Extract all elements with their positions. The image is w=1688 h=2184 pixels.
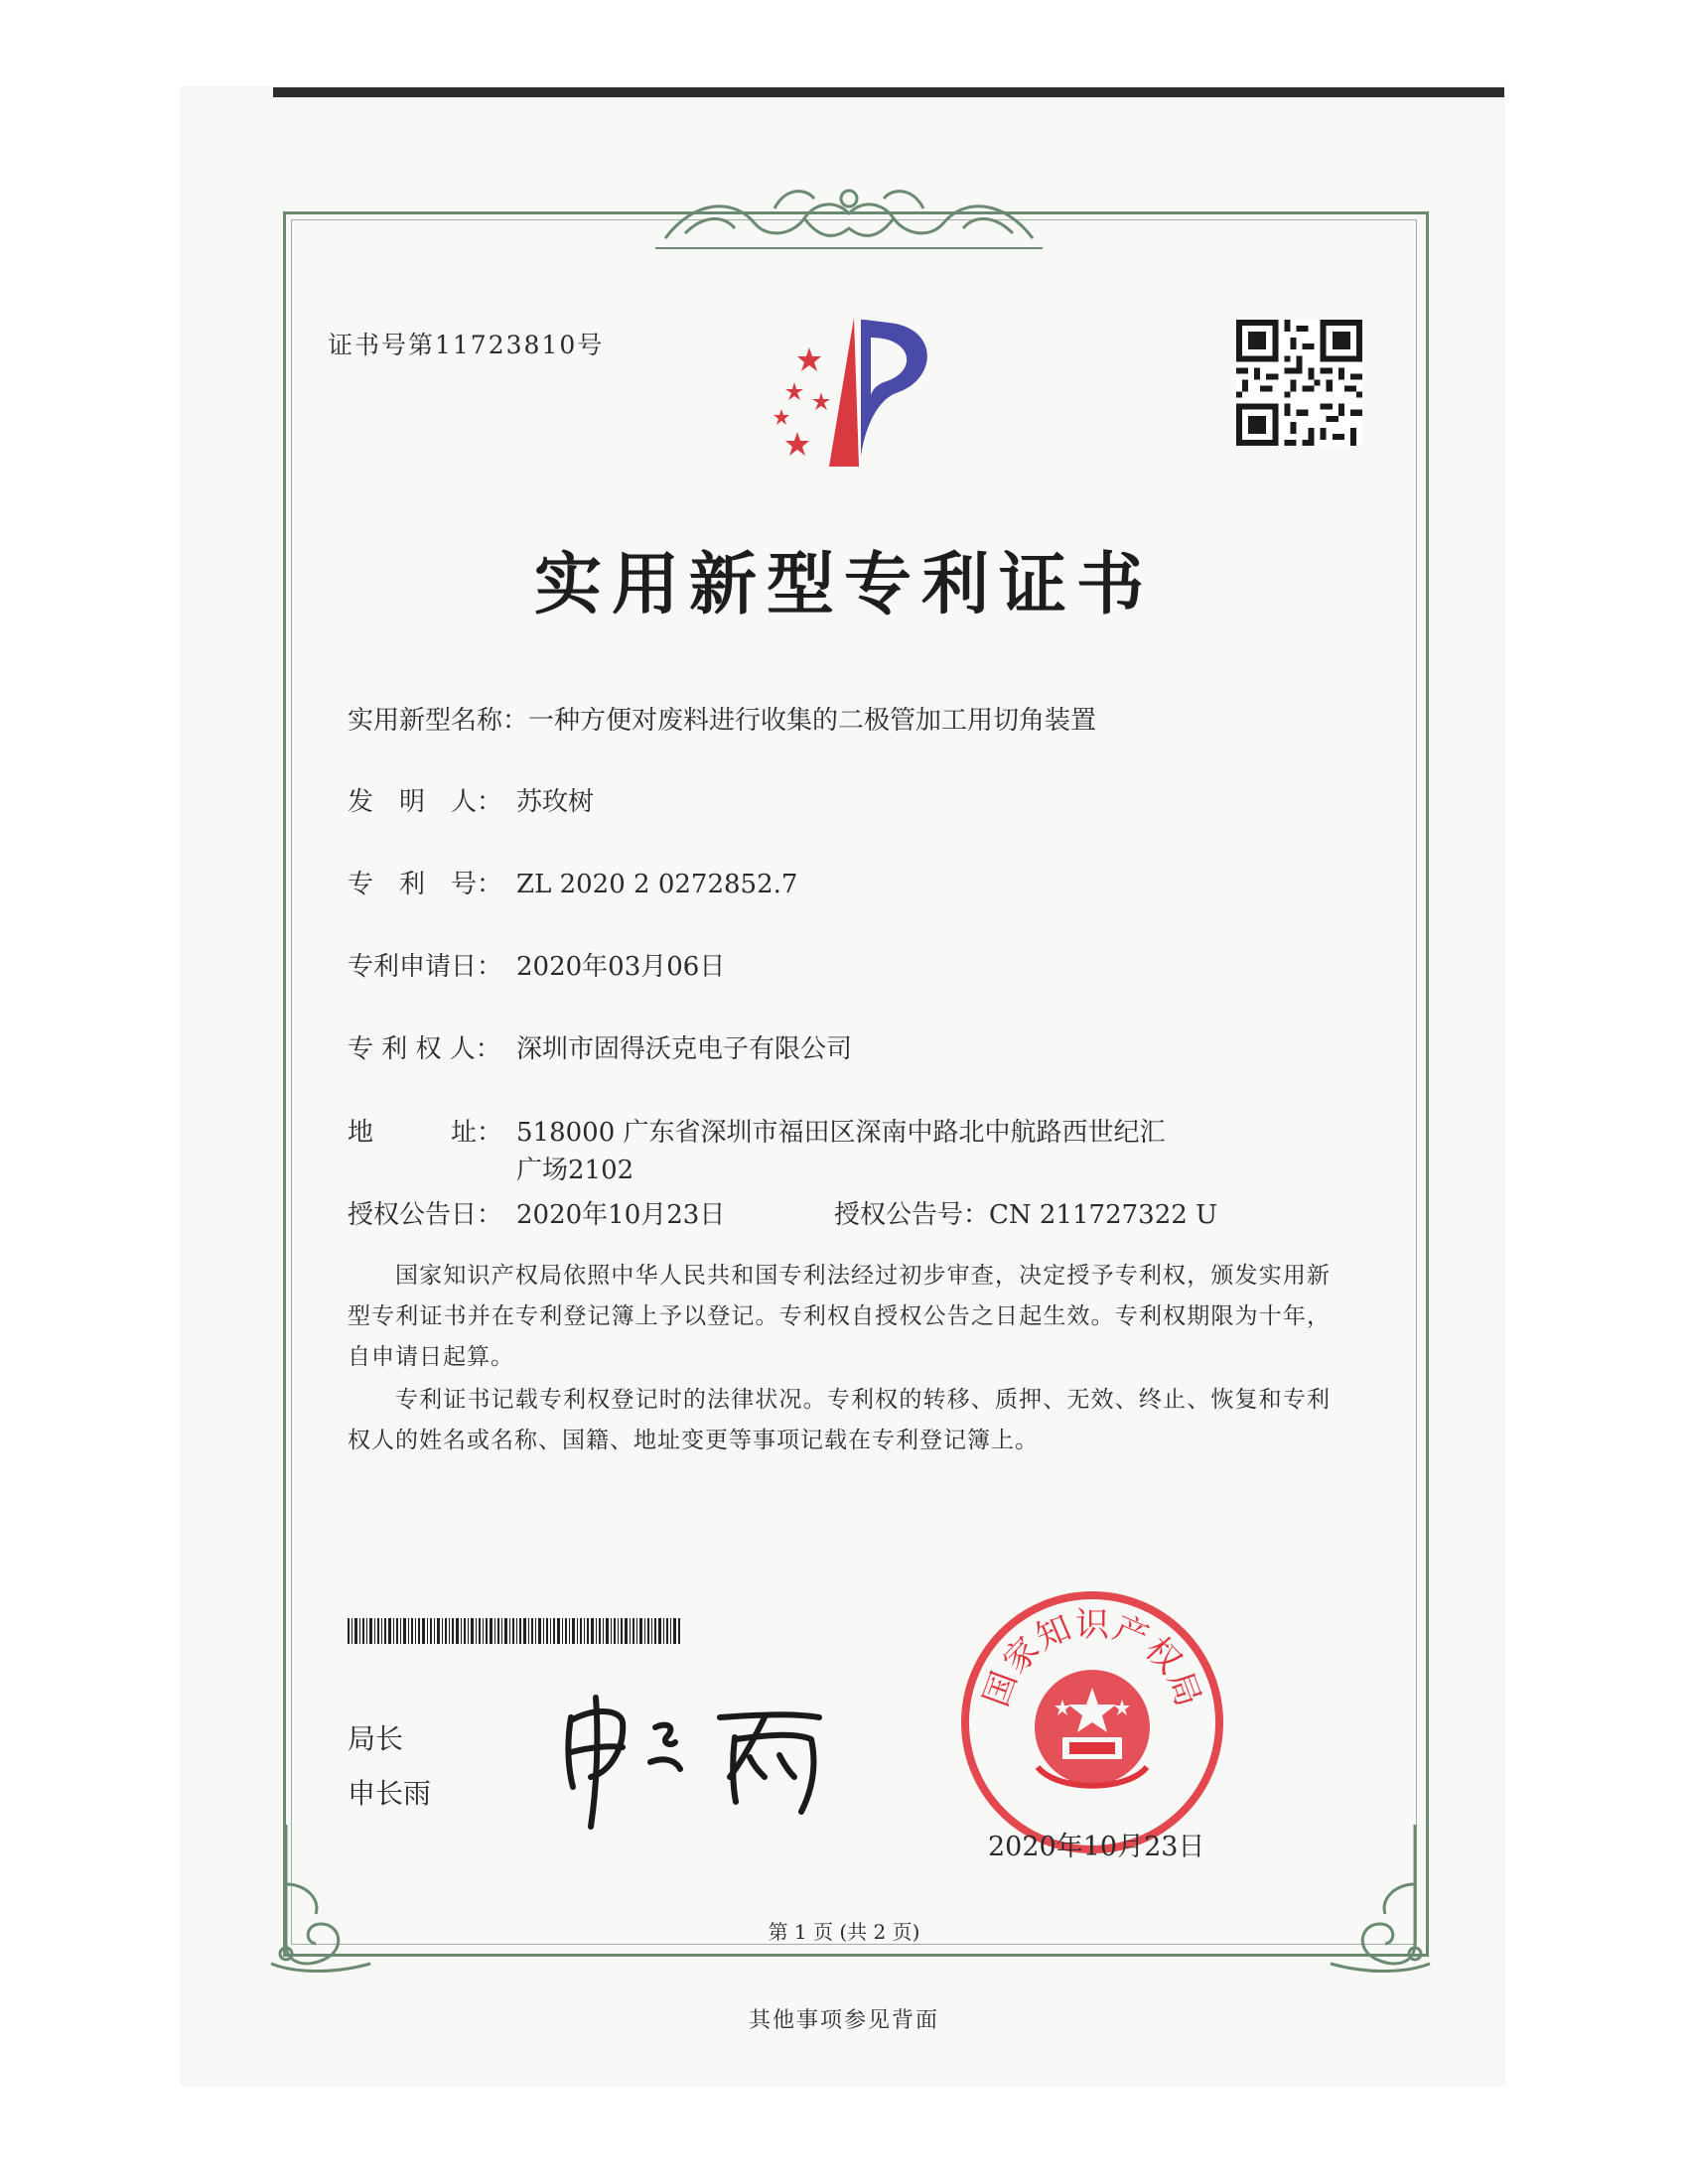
footer-note: 其他事项参见背面	[748, 2008, 939, 2033]
seal-char: 家	[995, 1629, 1048, 1682]
legal-paragraph-1: 国家知识产权局依照中华人民共和国专利法经过初步审查，决定授予专利权，颁发实用新型专利证书并在专利登记簿上予以登记。专利权自授权公告之日起生效。专利权期限为十年，自申请日起算。	[348, 1263, 1331, 1370]
field-label: 专利申请日：	[348, 952, 503, 982]
field-label: 地 址：	[348, 1118, 503, 1148]
field-value: CN 211727322 U	[989, 1200, 1217, 1230]
qr-code-icon	[1236, 320, 1362, 446]
field-grant-date	[348, 1194, 725, 1231]
seal-date: 2020年10月23日	[988, 1832, 1205, 1862]
field-label: 授权公告号：	[834, 1200, 990, 1230]
field-label: 发 明 人：	[348, 787, 503, 817]
field-label: 实用新型名称：	[348, 706, 529, 736]
field-patent-number	[348, 864, 797, 900]
field-value: 518000 广东省深圳市福田区深南中路北中航路西世纪汇	[516, 1118, 1166, 1148]
legal-paragraph-2: 专利证书记载专利权登记时的法律状况。专利权的转移、质押、无效、终止、恢复和专利权人的姓名或名称、国籍、地址变更等事项记载在专利登记簿上。	[348, 1387, 1331, 1453]
field-value: ZL 2020 2 0272852.7	[516, 870, 798, 899]
seal-char: 产	[1107, 1607, 1155, 1659]
field-inventor	[348, 781, 594, 818]
field-utility-model-name	[348, 700, 1096, 737]
decorative-frame-inner	[291, 219, 1417, 1945]
field-application-date	[348, 946, 725, 983]
field-address	[348, 1112, 1166, 1149]
field-patentee	[348, 1028, 852, 1065]
page-number: 第 1 页 (共 2 页)	[768, 1920, 920, 1944]
field-grant-number	[834, 1194, 1217, 1231]
handwritten-signature-icon	[551, 1678, 839, 1837]
scan-edge-strip	[273, 87, 1504, 97]
field-value: 一种方便对废料进行收集的二极管加工用切角装置	[528, 706, 1097, 736]
seal-char: 知	[1030, 1607, 1077, 1659]
patent-office-logo-icon	[750, 308, 948, 477]
official-seal-icon	[958, 1588, 1226, 1856]
certificate-title: 实用新型专利证书	[533, 546, 1154, 624]
seal-char: 国	[976, 1666, 1026, 1712]
field-value: 深圳市固得沃克电子有限公司	[516, 1034, 853, 1064]
certificate-number: 证书号第11723810号	[328, 331, 605, 359]
signatory-name: 申长雨	[348, 1777, 432, 1810]
field-label: 授权公告日：	[348, 1200, 503, 1230]
field-value: 2020年03月06日	[516, 952, 726, 982]
field-label: 专 利 号：	[348, 870, 503, 899]
top-ornament-icon	[655, 179, 1043, 258]
seal-char: 权	[1137, 1629, 1190, 1682]
field-address-line2: 广场2102	[516, 1156, 634, 1185]
seal-char: 局	[1159, 1666, 1208, 1712]
signatory-title: 局长	[348, 1722, 404, 1755]
field-value: 苏玫树	[516, 787, 595, 817]
field-label: 专 利 权 人：	[348, 1034, 501, 1064]
field-value: 2020年10月23日	[516, 1200, 726, 1230]
barcode-icon	[348, 1618, 680, 1644]
seal-char: 识	[1075, 1605, 1109, 1645]
corner-ornament-right-icon	[1326, 1825, 1435, 1974]
corner-ornament-left-icon	[266, 1825, 375, 1974]
